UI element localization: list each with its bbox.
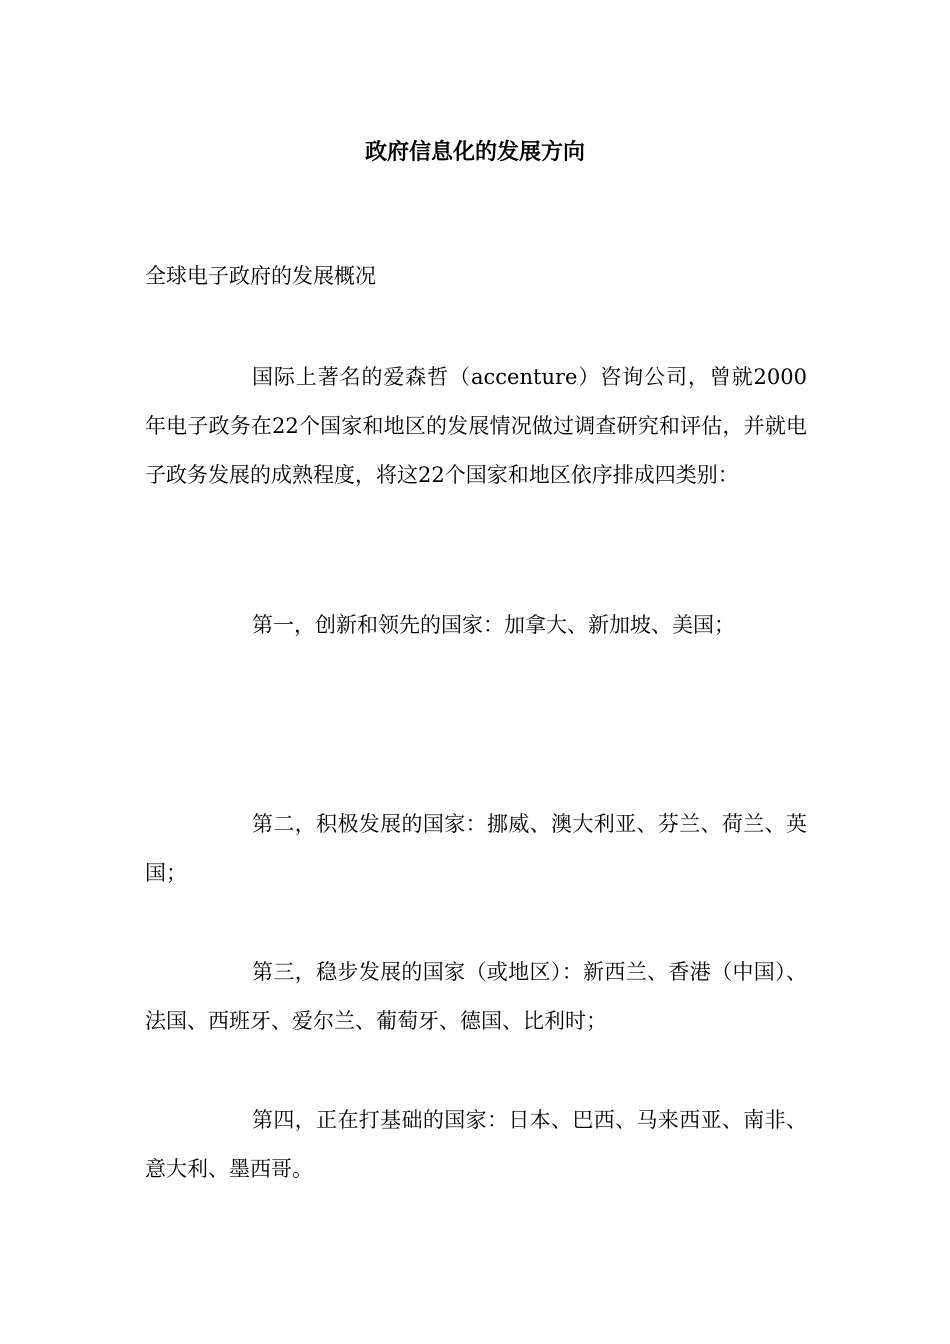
- document-title: 政府信息化的发展方向: [364, 139, 585, 165]
- paragraph-category-4: 第四，正在打基础的国家：日本、巴西、马来西亚、南非、意大利、墨西哥。: [145, 1108, 807, 1181]
- paragraph-category-2: 第二，积极发展的国家：挪威、澳大利亚、芬兰、荷兰、英国；: [145, 812, 807, 885]
- paragraph-intro: 国际上著名的爱森哲（accenture）咨询公司，曾就2000年电子政务在22个国家和地区的发展情况做过调查研究和评估，并就电子政务发展的成熟程度，将这22个国家和地区依序排成四类别：: [145, 365, 807, 487]
- paragraph-category-3: 第三，稳步发展的国家（或地区）：新西兰、香港（中国）、法国、西班牙、爱尔兰、葡萄牙、德国、比利时；: [145, 960, 807, 1033]
- section-heading: 全球电子政府的发展概况: [145, 264, 376, 288]
- paragraph-category-1: 第一，创新和领先的国家：加拿大、新加坡、美国；: [252, 613, 735, 637]
